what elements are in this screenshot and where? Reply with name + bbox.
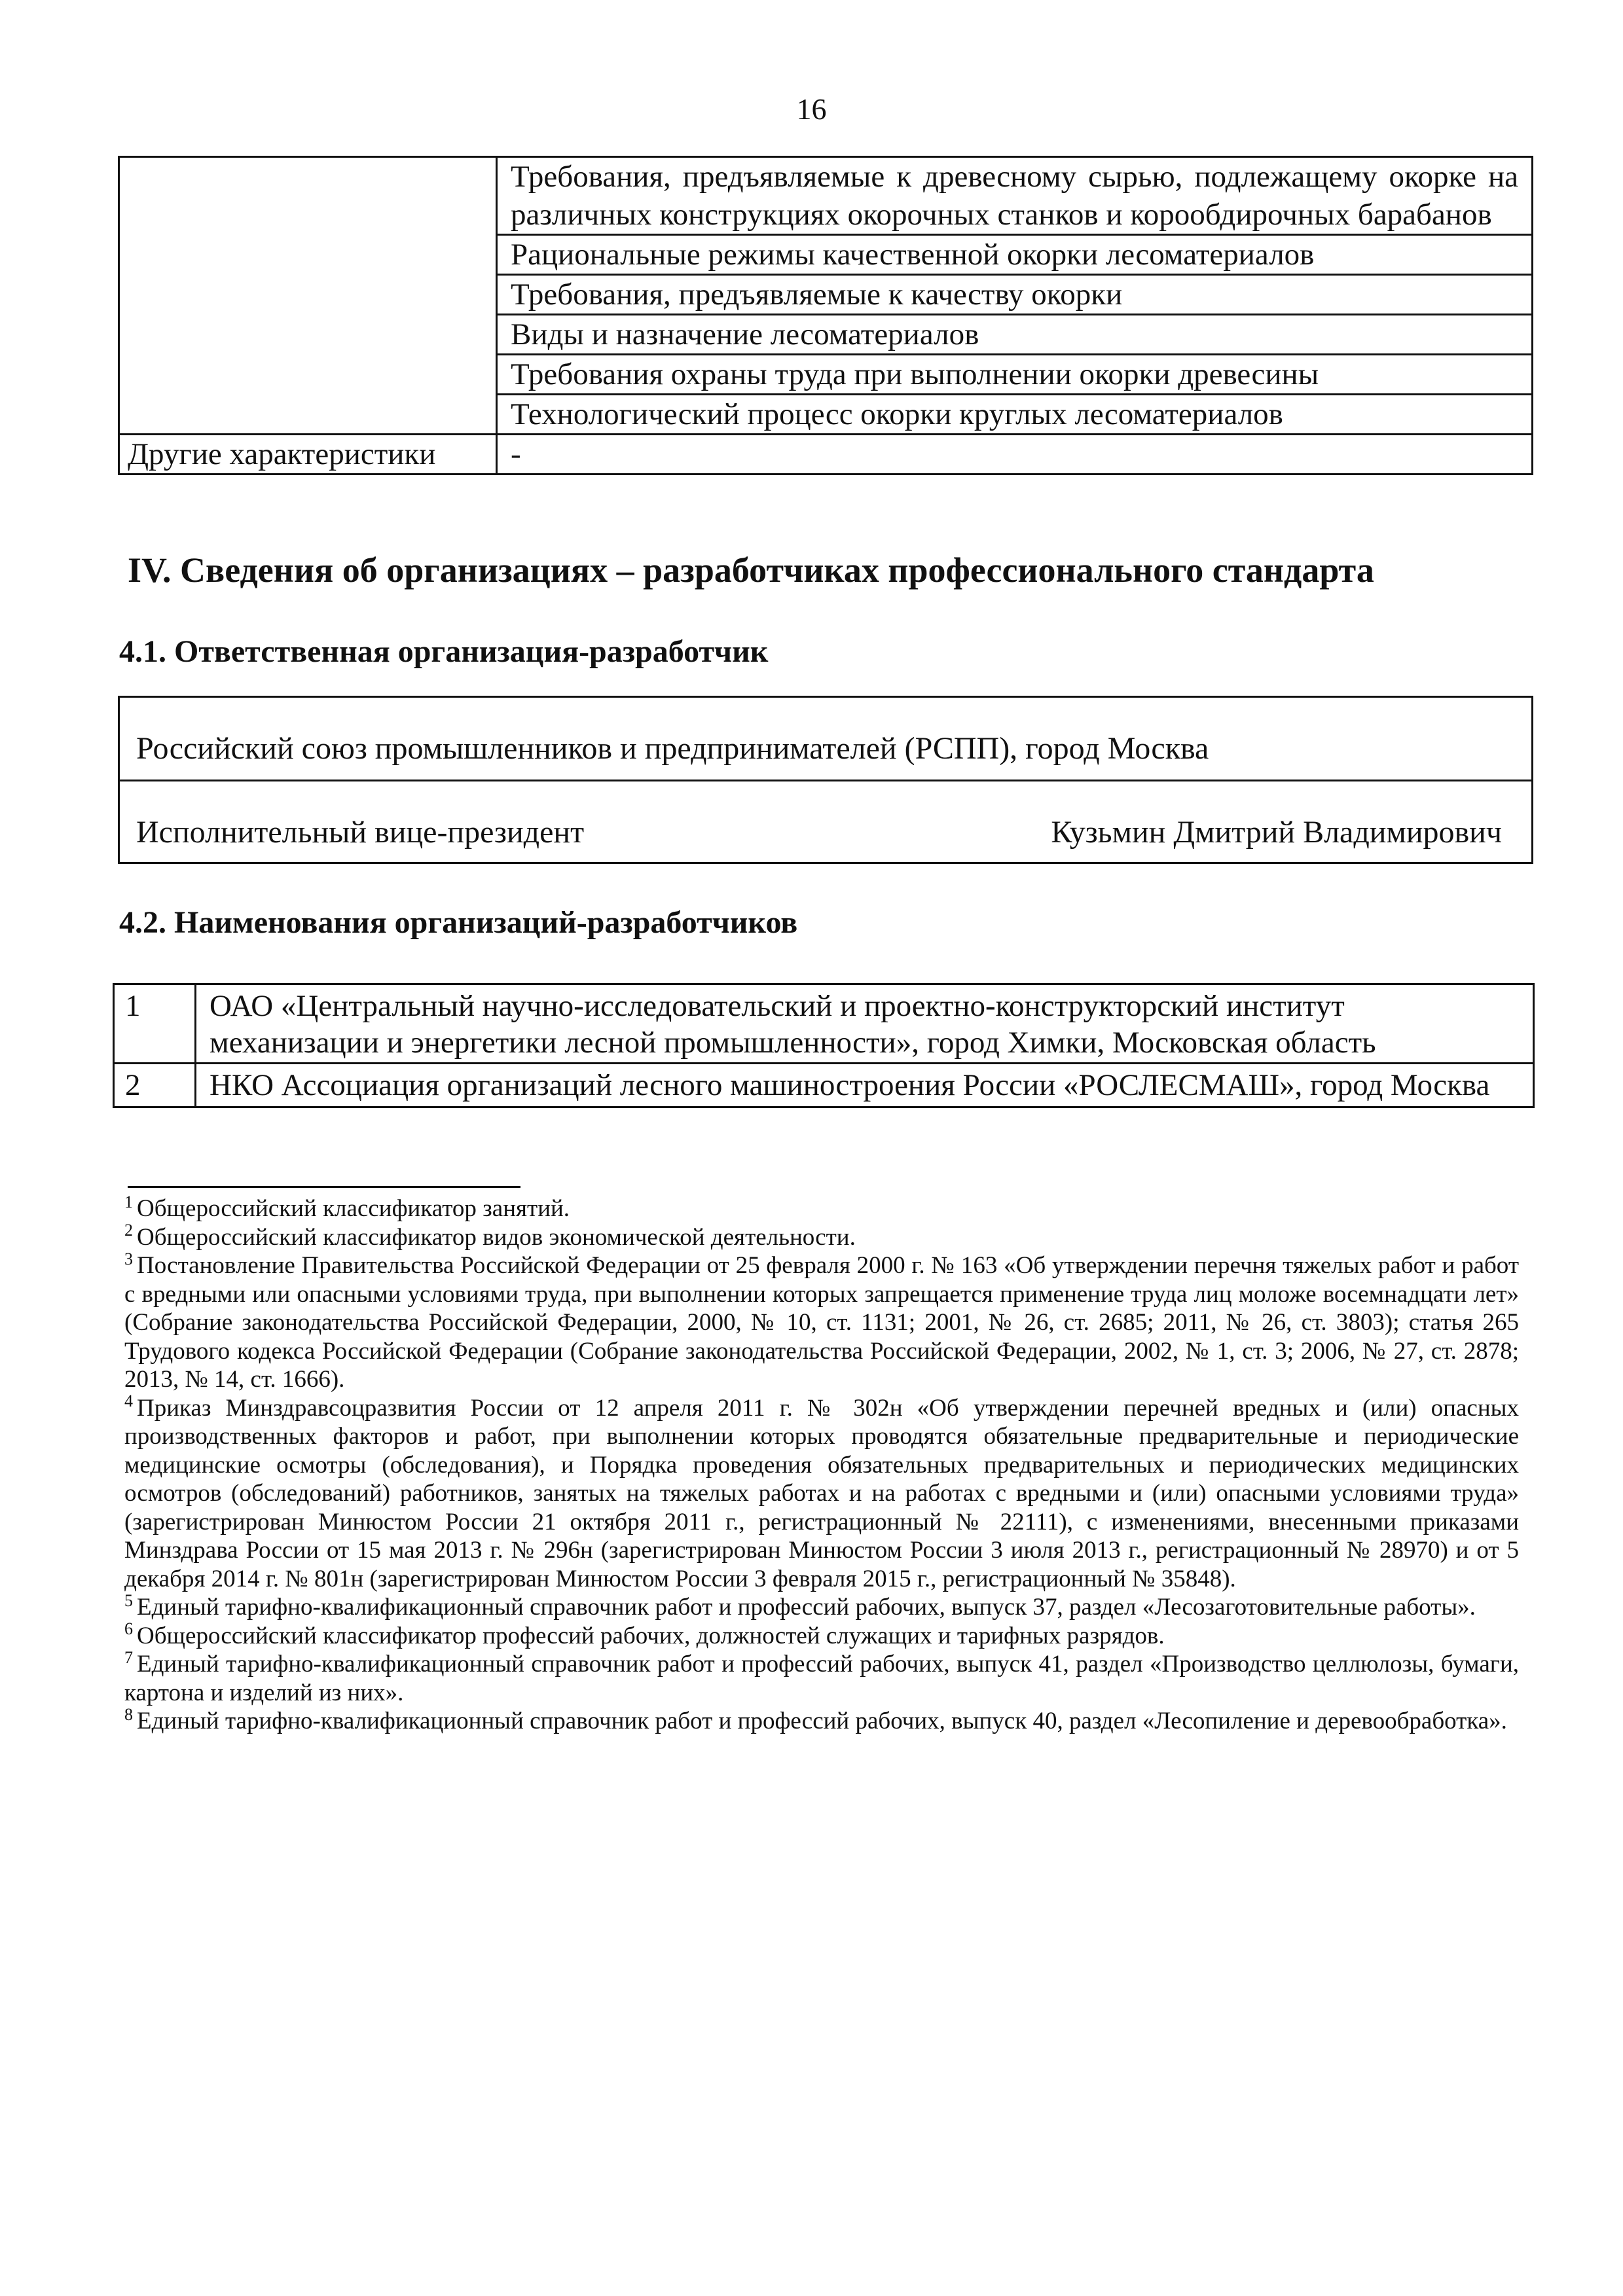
- footnote-separator: [128, 1186, 520, 1188]
- developer-organization: НКО Ассоциация организаций лесного машиностроения России «РОСЛЕСМАШ», город Москва: [196, 1064, 1534, 1107]
- knowledge-item: Требования, предъявляемые к древесному сырью, подлежащему окорке на различных конструкциях окорочных станков и корообдирочных барабанов: [497, 157, 1533, 235]
- row-number: 2: [114, 1064, 196, 1107]
- table-row: [119, 435, 1533, 475]
- page-number: 16: [796, 92, 827, 126]
- knowledge-item: Технологический процесс окорки круглых лесоматериалов: [497, 395, 1533, 435]
- other-characteristics-label: Другие характеристики: [119, 435, 497, 475]
- responsible-organization-table: [118, 696, 1533, 864]
- subsection-heading-4-2: 4.2. Наименования организаций-разработчиков: [119, 905, 798, 940]
- section-heading: IV. Сведения об организациях – разработчиках профессионального стандарта: [128, 550, 1374, 590]
- table-row: [114, 984, 1534, 1064]
- footnote-mark: 5: [124, 1590, 133, 1610]
- footnote-mark: 6: [124, 1619, 133, 1639]
- footnote-text: Общероссийский классификатор видов экономической деятельности.: [137, 1223, 856, 1251]
- footnote-text: Единый тарифно-квалификационный справочник работ и профессий рабочих, выпуск 41, раздел «Производство целлюлозы, бумаги, картона и изделий из них».: [124, 1651, 1519, 1706]
- organization-name: Российский союз промышленников и предпринимателей (РСПП), город Москва: [119, 697, 1533, 781]
- signatory-cell: [119, 781, 1533, 863]
- empty-label-cell: [119, 157, 497, 435]
- table-row: [119, 781, 1533, 863]
- knowledge-item: Требования охраны труда при выполнении окорки древесины: [497, 355, 1533, 395]
- footnote-mark: 7: [124, 1647, 133, 1667]
- subsection-heading-4-1: 4.1. Ответственная организация-разработчик: [119, 634, 769, 669]
- footnote: [124, 1223, 1519, 1252]
- footnote: [124, 1590, 1519, 1622]
- footnote-text: Общероссийский классификатор занятий.: [137, 1195, 570, 1222]
- footnote: [124, 1647, 1519, 1707]
- footnote-text: Единый тарифно-квалификационный справочник работ и профессий рабочих, выпуск 40, раздел «Лесопиление и деревообработка».: [137, 1708, 1507, 1734]
- footnote-text: Постановление Правительства Российской Федерации от 25 февраля 2000 г. № 163 «Об утверждении перечня тяжелых работ и работ с вредными или опасными условиями труда, при выполнении которых запрещается применение труда лиц моложе восемнадцати лет» (Собрание законодательства Российской Федерации, 2000, № 10, ст. 1131; 2001, № 26, ст. 2685; 2011, № 26, ст. 3803); статья 265 Трудового кодекса Российской Федерации (Собрание законодательства Российской Федерации, 2002, № 1, ст. 3; 2006, № 27, ст. 2878; 2013, № 14, ст. 1666).: [124, 1252, 1519, 1393]
- footnote: [124, 1391, 1519, 1594]
- footnote-mark: 8: [124, 1704, 133, 1724]
- signatory-name: Кузьмин Дмитрий Владимирович: [1051, 815, 1502, 850]
- table-row: [114, 1064, 1534, 1107]
- footnote-text: Приказ Минздравсоцразвития России от 12 апреля 2011 г. № 302н «Об утверждении перечней вредных и (или) опасных производственных факторов и работ, при выполнении которых проводятся обязательные предварительные и периодические медицинские осмотры (обследования), и Порядка проведения обязательных предварительных и периодических медицинских осмотров (обследований) работников, занятых на тяжелых работах и на работах с вредными и (или) опасными условиями труда» (зарегистрирован Минюстом России 21 октября 2011 г., регистрационный № 22111), с изменениями, внесенными приказами Минздрава России от 15 мая 2013 г. № 296н (зарегистрирован Минюстом России 3 июля 2013 г., регистрационный № 28970) и от 5 декабря 2014 г. № 801н (зарегистрирован Минюстом России 3 февраля 2015 г., регистрационный № 35848).: [124, 1394, 1519, 1592]
- knowledge-requirements-table: [118, 156, 1533, 475]
- knowledge-item: Виды и назначение лесоматериалов: [497, 315, 1533, 355]
- footnote: [124, 1619, 1519, 1651]
- developer-organizations-table: [113, 983, 1535, 1108]
- footnote: [124, 1251, 1519, 1394]
- signatory-position: Исполнительный вице-президент: [136, 815, 585, 850]
- footnotes: [124, 1194, 1519, 1736]
- developer-organization: ОАО «Центральный научно-исследовательский и проектно-конструкторский институт механизации и энергетики лесной промышленности», город Химки, Московская область: [196, 984, 1534, 1064]
- footnote-mark: 2: [124, 1221, 133, 1240]
- footnote-mark: 1: [124, 1192, 133, 1211]
- table-row: [119, 157, 1533, 235]
- row-number: 1: [114, 984, 196, 1064]
- table-row: [119, 697, 1533, 781]
- footnote: [124, 1194, 1519, 1223]
- footnote: [124, 1704, 1519, 1736]
- footnote-mark: 4: [124, 1391, 133, 1411]
- other-characteristics-value: -: [497, 435, 1533, 475]
- knowledge-item: Требования, предъявляемые к качеству окорки: [497, 275, 1533, 315]
- footnote-mark: 3: [124, 1249, 133, 1268]
- footnote-text: Единый тарифно-квалификационный справочник работ и профессий рабочих, выпуск 37, раздел «Лесозаготовительные работы».: [137, 1594, 1476, 1621]
- footnote-text: Общероссийский классификатор профессий рабочих, должностей служащих и тарифных разрядов.: [137, 1622, 1165, 1649]
- knowledge-item: Рациональные режимы качественной окорки лесоматериалов: [497, 235, 1533, 275]
